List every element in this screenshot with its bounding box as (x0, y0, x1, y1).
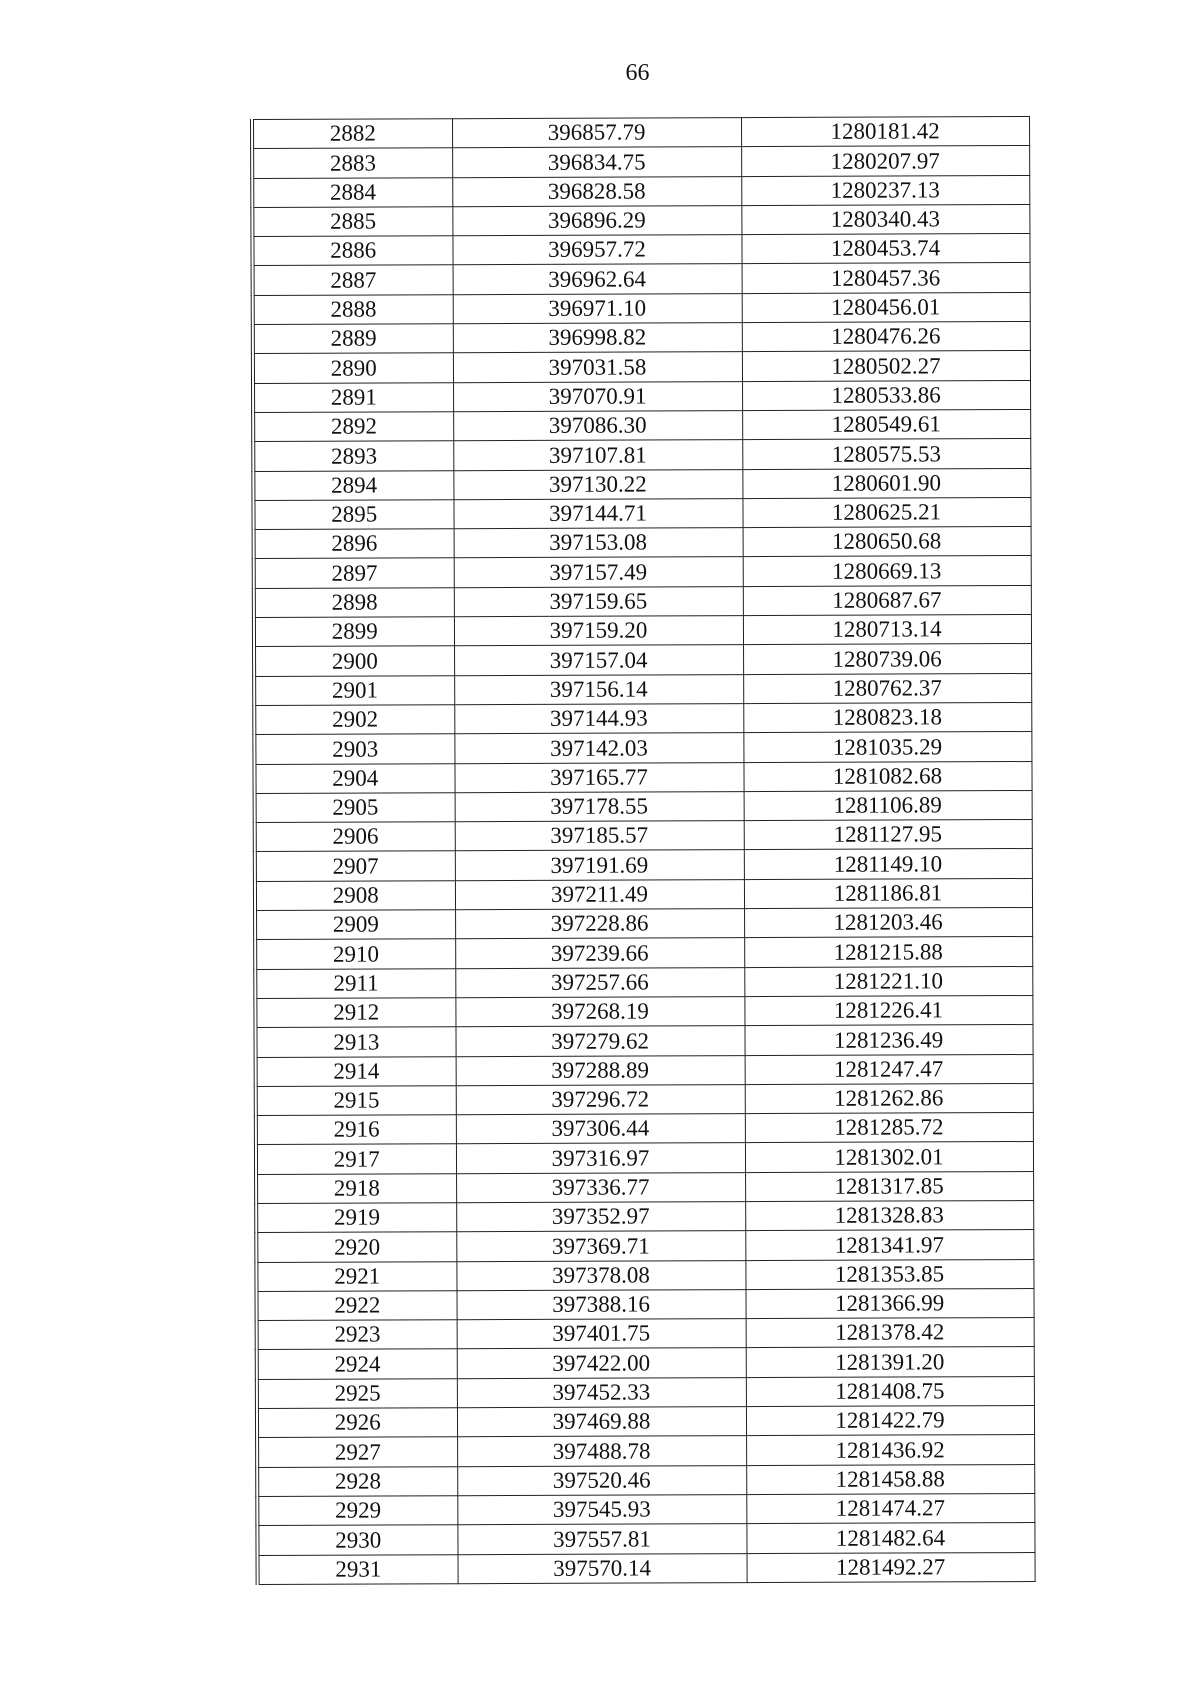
x-coordinate-cell: 396896.29 (452, 206, 741, 236)
x-coordinate-cell: 397211.49 (455, 879, 744, 909)
x-coordinate-cell: 397159.65 (454, 586, 743, 616)
point-number-cell: 2919 (256, 1203, 456, 1233)
table-row (256, 1054, 1033, 1086)
x-coordinate-cell: 397144.71 (453, 498, 742, 528)
point-number-cell: 2927 (257, 1437, 457, 1467)
point-number-cell: 2910 (255, 939, 455, 969)
x-coordinate-cell: 397557.81 (457, 1524, 746, 1554)
y-coordinate-cell: 1280207.97 (741, 146, 1029, 176)
x-coordinate-cell: 397031.58 (453, 352, 742, 382)
y-coordinate-cell: 1280650.68 (743, 527, 1031, 557)
x-coordinate-cell: 397316.97 (456, 1143, 745, 1173)
x-coordinate-cell: 396828.58 (452, 176, 741, 206)
point-number-cell: 2921 (256, 1261, 456, 1291)
point-number-cell: 2913 (255, 1027, 455, 1057)
y-coordinate-cell: 1280549.61 (742, 409, 1030, 439)
table-row (253, 263, 1030, 295)
table-row (255, 908, 1032, 940)
x-coordinate-cell: 397165.77 (454, 762, 743, 792)
x-coordinate-cell: 397159.20 (454, 616, 743, 646)
x-coordinate-cell: 397142.03 (454, 733, 743, 763)
y-coordinate-cell: 1281378.42 (746, 1318, 1034, 1348)
point-number-cell: 2885 (252, 207, 452, 237)
y-coordinate-cell: 1281035.29 (743, 732, 1031, 762)
y-coordinate-cell: 1281328.83 (745, 1200, 1033, 1230)
point-number-cell: 2918 (256, 1173, 456, 1203)
x-coordinate-cell: 397570.14 (458, 1553, 747, 1583)
x-coordinate-cell: 397469.88 (457, 1407, 746, 1437)
page-number: 66 (625, 60, 650, 86)
y-coordinate-cell: 1280669.13 (743, 556, 1031, 586)
y-coordinate-cell: 1281203.46 (744, 908, 1032, 938)
table-row (253, 292, 1030, 324)
point-number-cell: 2907 (255, 851, 455, 881)
point-number-cell: 2929 (257, 1496, 457, 1526)
table-row (257, 1318, 1034, 1350)
point-number-cell: 2890 (253, 353, 453, 383)
table-row (256, 1083, 1033, 1115)
x-coordinate-cell: 396857.79 (452, 118, 741, 148)
x-coordinate-cell: 397306.44 (456, 1114, 745, 1144)
point-number-cell: 2909 (255, 910, 455, 940)
x-coordinate-cell: 397156.14 (454, 674, 743, 704)
point-number-cell: 2891 (253, 382, 453, 412)
point-number-cell: 2894 (253, 470, 453, 500)
table-row (256, 1200, 1033, 1232)
table-row (256, 1259, 1033, 1291)
point-number-cell: 2905 (255, 793, 455, 823)
y-coordinate-cell: 1281474.27 (746, 1493, 1034, 1523)
coordinates-table-body (252, 117, 1035, 1585)
x-coordinate-cell: 397130.22 (453, 469, 742, 499)
y-coordinate-cell: 1280457.36 (742, 263, 1030, 293)
point-number-cell: 2898 (254, 587, 454, 617)
x-coordinate-cell: 397107.81 (453, 440, 742, 470)
x-coordinate-cell: 397452.33 (457, 1377, 746, 1407)
y-coordinate-cell: 1281366.99 (745, 1288, 1033, 1318)
y-coordinate-cell: 1281458.88 (746, 1464, 1034, 1494)
table-row (255, 878, 1032, 910)
y-coordinate-cell: 1281317.85 (745, 1171, 1033, 1201)
point-number-cell: 2892 (253, 412, 453, 442)
y-coordinate-cell: 1281408.75 (746, 1376, 1034, 1406)
point-number-cell: 2888 (253, 295, 453, 325)
point-number-cell: 2912 (255, 998, 455, 1028)
x-coordinate-cell: 397296.72 (456, 1084, 745, 1114)
y-coordinate-cell: 1280476.26 (742, 322, 1030, 352)
y-coordinate-cell: 1281127.95 (744, 820, 1032, 850)
point-number-cell: 2896 (254, 529, 454, 559)
y-coordinate-cell: 1281482.64 (746, 1523, 1034, 1553)
point-number-cell: 2920 (256, 1232, 456, 1262)
table-row (253, 497, 1030, 529)
table-row (256, 1230, 1033, 1262)
table-row (257, 1376, 1034, 1408)
table-row (252, 117, 1029, 149)
point-number-cell: 2899 (254, 617, 454, 647)
table-row (257, 1406, 1034, 1438)
x-coordinate-cell: 397401.75 (457, 1319, 746, 1349)
y-coordinate-cell: 1280456.01 (742, 292, 1030, 322)
x-coordinate-cell: 397070.91 (453, 381, 742, 411)
x-coordinate-cell: 397388.16 (457, 1289, 746, 1319)
point-number-cell: 2926 (257, 1408, 457, 1438)
y-coordinate-cell: 1281186.81 (744, 878, 1032, 908)
table-row (253, 439, 1030, 471)
x-coordinate-cell: 397422.00 (457, 1348, 746, 1378)
x-coordinate-cell: 397336.77 (456, 1172, 745, 1202)
table-row (252, 175, 1029, 207)
x-coordinate-cell: 397488.78 (457, 1436, 746, 1466)
coordinates-table (250, 116, 1035, 1585)
table-row (253, 409, 1030, 441)
x-coordinate-cell: 397520.46 (457, 1465, 746, 1495)
table-row (254, 585, 1031, 617)
y-coordinate-cell: 1280823.18 (743, 702, 1031, 732)
table-row (254, 615, 1031, 647)
y-coordinate-cell: 1280237.13 (741, 175, 1029, 205)
table-row (256, 1113, 1033, 1145)
y-coordinate-cell: 1281422.79 (746, 1406, 1034, 1436)
point-number-cell: 2923 (257, 1320, 457, 1350)
table-row (254, 556, 1031, 588)
x-coordinate-cell: 397228.86 (455, 909, 744, 939)
y-coordinate-cell: 1281492.27 (747, 1552, 1035, 1582)
y-coordinate-cell: 1280739.06 (743, 644, 1031, 674)
y-coordinate-cell: 1280340.43 (741, 204, 1029, 234)
point-number-cell: 2915 (256, 1086, 456, 1116)
x-coordinate-cell: 396834.75 (452, 147, 741, 177)
y-coordinate-cell: 1280453.74 (741, 234, 1029, 264)
y-coordinate-cell: 1281262.86 (745, 1083, 1033, 1113)
x-coordinate-cell: 397086.30 (453, 411, 742, 441)
y-coordinate-cell: 1281391.20 (746, 1347, 1034, 1377)
y-coordinate-cell: 1280533.86 (742, 380, 1030, 410)
table-row (254, 673, 1031, 705)
point-number-cell: 2902 (254, 705, 454, 735)
point-number-cell: 2930 (257, 1525, 457, 1555)
point-number-cell: 2914 (256, 1056, 456, 1086)
x-coordinate-cell: 397257.66 (455, 967, 744, 997)
point-number-cell: 2897 (254, 558, 454, 588)
table-row (254, 761, 1031, 793)
point-number-cell: 2916 (256, 1115, 456, 1145)
x-coordinate-cell: 397157.49 (454, 557, 743, 587)
table-row (255, 995, 1032, 1027)
table-row (253, 380, 1030, 412)
x-coordinate-cell: 397185.57 (455, 821, 744, 851)
table-row (252, 234, 1029, 266)
point-number-cell: 2895 (253, 500, 453, 530)
point-number-cell: 2893 (253, 441, 453, 471)
point-number-cell: 2906 (255, 822, 455, 852)
y-coordinate-cell: 1281302.01 (745, 1142, 1033, 1172)
x-coordinate-cell: 397191.69 (455, 850, 744, 880)
y-coordinate-cell: 1281226.41 (744, 995, 1032, 1025)
y-coordinate-cell: 1281236.49 (744, 1025, 1032, 1055)
x-coordinate-cell: 396971.10 (453, 293, 742, 323)
table-row (257, 1493, 1034, 1525)
point-number-cell: 2900 (254, 646, 454, 676)
y-coordinate-cell: 1280502.27 (742, 351, 1030, 381)
x-coordinate-cell: 396962.64 (453, 264, 742, 294)
table-row (253, 351, 1030, 383)
x-coordinate-cell: 397378.08 (456, 1260, 745, 1290)
table-row (255, 937, 1032, 969)
point-number-cell: 2924 (257, 1349, 457, 1379)
point-number-cell: 2922 (257, 1291, 457, 1321)
point-number-cell: 2925 (257, 1378, 457, 1408)
point-number-cell: 2903 (254, 734, 454, 764)
table-row (254, 644, 1031, 676)
y-coordinate-cell: 1281082.68 (743, 761, 1031, 791)
y-coordinate-cell: 1280687.67 (743, 585, 1031, 615)
table-row (257, 1523, 1034, 1555)
table-row (257, 1288, 1034, 1320)
point-number-cell: 2917 (256, 1144, 456, 1174)
point-number-cell: 2901 (254, 675, 454, 705)
point-number-cell: 2904 (254, 763, 454, 793)
point-number-cell: 2928 (257, 1466, 457, 1496)
table-row (254, 702, 1031, 734)
x-coordinate-cell: 397157.04 (454, 645, 743, 675)
x-coordinate-cell: 397153.08 (454, 528, 743, 558)
point-number-cell: 2931 (258, 1554, 458, 1584)
table-row (253, 468, 1030, 500)
y-coordinate-cell: 1280601.90 (742, 468, 1030, 498)
point-number-cell: 2911 (255, 968, 455, 998)
x-coordinate-cell: 396957.72 (452, 235, 741, 265)
y-coordinate-cell: 1281221.10 (744, 966, 1032, 996)
x-coordinate-cell: 397279.62 (455, 1026, 744, 1056)
point-number-cell: 2908 (255, 880, 455, 910)
y-coordinate-cell: 1281149.10 (744, 849, 1032, 879)
y-coordinate-cell: 1280625.21 (742, 497, 1030, 527)
y-coordinate-cell: 1281106.89 (744, 790, 1032, 820)
table-row (255, 849, 1032, 881)
table-row (255, 966, 1032, 998)
point-number-cell: 2887 (253, 265, 453, 295)
x-coordinate-cell: 397288.89 (456, 1055, 745, 1085)
y-coordinate-cell: 1281341.97 (745, 1230, 1033, 1260)
y-coordinate-cell: 1281215.88 (744, 937, 1032, 967)
table-row (257, 1464, 1034, 1496)
table-row (256, 1142, 1033, 1174)
x-coordinate-cell: 397369.71 (456, 1231, 745, 1261)
y-coordinate-cell: 1281285.72 (745, 1113, 1033, 1143)
y-coordinate-cell: 1280762.37 (743, 673, 1031, 703)
y-coordinate-cell: 1281436.92 (746, 1435, 1034, 1465)
point-number-cell: 2884 (252, 177, 452, 207)
y-coordinate-cell: 1280713.14 (743, 615, 1031, 645)
table-row (255, 1025, 1032, 1057)
table-row (256, 1171, 1033, 1203)
x-coordinate-cell: 397352.97 (456, 1202, 745, 1232)
table-row (252, 204, 1029, 236)
x-coordinate-cell: 397545.93 (457, 1495, 746, 1525)
table-row (252, 146, 1029, 178)
y-coordinate-cell: 1281353.85 (745, 1259, 1033, 1289)
x-coordinate-cell: 397239.66 (455, 938, 744, 968)
y-coordinate-cell: 1280575.53 (742, 439, 1030, 469)
table-row (255, 790, 1032, 822)
table-row (254, 527, 1031, 559)
point-number-cell: 2886 (252, 236, 452, 266)
table-row (257, 1347, 1034, 1379)
table-row (254, 732, 1031, 764)
table-row (257, 1435, 1034, 1467)
y-coordinate-cell: 1281247.47 (745, 1054, 1033, 1084)
point-number-cell: 2882 (252, 119, 452, 149)
x-coordinate-cell: 397144.93 (454, 704, 743, 734)
table-row (253, 322, 1030, 354)
y-coordinate-cell: 1280181.42 (741, 117, 1029, 147)
point-number-cell: 2883 (252, 148, 452, 178)
table-row (258, 1552, 1035, 1584)
table-row (255, 820, 1032, 852)
x-coordinate-cell: 397268.19 (455, 997, 744, 1027)
point-number-cell: 2889 (253, 324, 453, 354)
x-coordinate-cell: 397178.55 (455, 791, 744, 821)
x-coordinate-cell: 396998.82 (453, 323, 742, 353)
